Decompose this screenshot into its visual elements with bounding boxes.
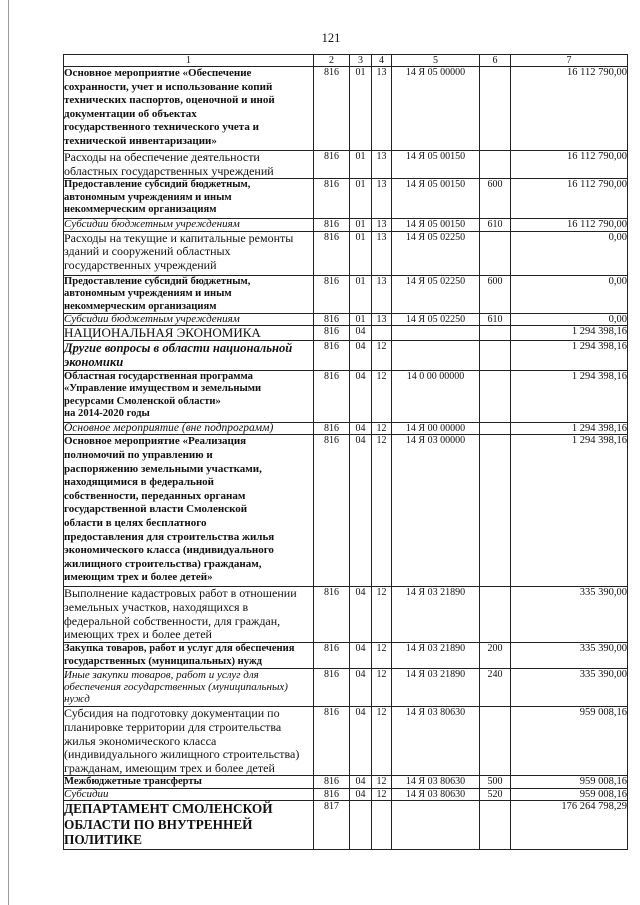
target-article-code: 14 Я 05 00150	[392, 151, 480, 179]
amount: 959 008,16	[511, 707, 628, 776]
table-row	[64, 707, 628, 776]
subsection-code: 12	[372, 435, 392, 587]
row-name: Расходы на текущие и капитальные ремонты зданий и сооружений областных государственных учреждений	[64, 231, 314, 275]
subsection-code: 12	[372, 370, 392, 422]
admin-code: 816	[314, 370, 350, 422]
subsection-code: 13	[372, 179, 392, 219]
table-row	[64, 788, 628, 801]
admin-code: 816	[314, 788, 350, 801]
table-row	[64, 219, 628, 232]
header-cell: 5	[392, 55, 480, 67]
header-cell: 7	[511, 55, 628, 67]
row-name: Расходы на обеспечение деятельности областных государственных учреждений	[64, 151, 314, 179]
row-name: Основное мероприятие (вне подпрограмм)	[64, 422, 314, 435]
target-article-code: 14 Я 03 21890	[392, 669, 480, 707]
admin-code: 816	[314, 275, 350, 313]
admin-code: 816	[314, 326, 350, 341]
amount: 16 112 790,00	[511, 179, 628, 219]
table-row	[64, 151, 628, 179]
section-code: 01	[350, 219, 372, 232]
row-name: Другие вопросы в области национальной экономики	[64, 340, 314, 370]
table-row	[64, 326, 628, 341]
target-article-code: 14 Я 05 00150	[392, 219, 480, 232]
row-name: НАЦИОНАЛЬНАЯ ЭКОНОМИКА	[64, 326, 314, 341]
expense-type-code: 240	[480, 669, 511, 707]
header-cell: 1	[64, 55, 314, 67]
subsection-code: 12	[372, 788, 392, 801]
row-name: Межбюджетные трансферты	[64, 776, 314, 789]
section-code: 04	[350, 587, 372, 643]
admin-code: 816	[314, 587, 350, 643]
subsection-code: 12	[372, 422, 392, 435]
amount: 0,00	[511, 231, 628, 275]
admin-code: 816	[314, 435, 350, 587]
table-row	[64, 801, 628, 850]
section-code: 04	[350, 776, 372, 789]
subsection-code: 12	[372, 340, 392, 370]
table-body	[64, 67, 628, 850]
section-code: 04	[350, 435, 372, 587]
table-row	[64, 776, 628, 789]
row-name: Основное мероприятие «Реализация полномочий по управлению и распоряжению земельными участками, находящимися в федеральной собственности, переданных органам государственной власти Смоленской области в целях бесплатного предоставления для строительства жилья экономического класса (индивидуального жилищного строительства) гражданам, имеющим трех и более детей»	[64, 435, 314, 587]
target-article-code: 14 Я 05 02250	[392, 313, 480, 326]
table-row	[64, 313, 628, 326]
expense-type-code	[480, 587, 511, 643]
admin-code: 816	[314, 776, 350, 789]
table-row	[64, 340, 628, 370]
row-name: Субсидии бюджетным учреждениям	[64, 313, 314, 326]
section-code	[350, 801, 372, 850]
subsection-code: 13	[372, 219, 392, 232]
row-name: Субсидия на подготовку документации по планировке территории для строительства жилья экономического класса (индивидуального жилищного строительства) гражданам, имеющим трех и более детей	[64, 707, 314, 776]
expense-type-code	[480, 422, 511, 435]
table-row	[64, 587, 628, 643]
amount: 1 294 398,16	[511, 370, 628, 422]
section-code: 01	[350, 67, 372, 151]
expense-type-code	[480, 67, 511, 151]
section-code: 01	[350, 275, 372, 313]
table-row	[64, 669, 628, 707]
target-article-code: 14 Я 03 80630	[392, 707, 480, 776]
subsection-code: 12	[372, 776, 392, 789]
amount: 1 294 398,16	[511, 435, 628, 587]
subsection-code: 12	[372, 669, 392, 707]
page-number: 121	[321, 31, 341, 45]
amount: 176 264 798,29	[511, 801, 628, 850]
target-article-code: 14 Я 05 00150	[392, 179, 480, 219]
expense-type-code	[480, 370, 511, 422]
admin-code: 816	[314, 340, 350, 370]
expense-type-code: 520	[480, 788, 511, 801]
table-row	[64, 179, 628, 219]
admin-code: 816	[314, 179, 350, 219]
section-code: 04	[350, 326, 372, 341]
expense-type-code: 610	[480, 313, 511, 326]
expense-type-code	[480, 151, 511, 179]
section-code: 04	[350, 340, 372, 370]
target-article-code: 14 Я 05 00000	[392, 67, 480, 151]
table-row	[64, 275, 628, 313]
section-code: 01	[350, 231, 372, 275]
amount: 959 008,16	[511, 776, 628, 789]
section-code: 04	[350, 707, 372, 776]
header-row	[64, 55, 628, 67]
header-cell: 4	[372, 55, 392, 67]
subsection-code	[372, 801, 392, 850]
row-name: Выполнение кадастровых работ в отношении земельных участков, находящихся в федеральной собственности, для граждан, имеющих трех и более детей	[64, 587, 314, 643]
section-code: 04	[350, 788, 372, 801]
admin-code: 816	[314, 67, 350, 151]
admin-code: 816	[314, 231, 350, 275]
section-code: 04	[350, 370, 372, 422]
amount: 16 112 790,00	[511, 67, 628, 151]
subsection-code: 13	[372, 313, 392, 326]
target-article-code: 14 Я 03 00000	[392, 435, 480, 587]
target-article-code: 14 Я 03 21890	[392, 643, 480, 669]
target-article-code: 14 Я 05 02250	[392, 231, 480, 275]
subsection-code: 12	[372, 587, 392, 643]
section-code: 01	[350, 313, 372, 326]
expense-type-code: 600	[480, 179, 511, 219]
target-article-code	[392, 801, 480, 850]
expense-type-code	[480, 707, 511, 776]
table-row	[64, 231, 628, 275]
table-row	[64, 370, 628, 422]
target-article-code: 14 Я 03 21890	[392, 587, 480, 643]
amount: 959 008,16	[511, 788, 628, 801]
row-name: Основное мероприятие «Обеспечение сохранности, учет и использование копий технических паспортов, оценочной и иной документации об объектах государственного технического учета и технической инвентаризации»	[64, 67, 314, 151]
expense-type-code	[480, 435, 511, 587]
row-name: Иные закупки товаров, работ и услуг для обеспечения государственных (муниципальных) нужд	[64, 669, 314, 707]
admin-code: 816	[314, 422, 350, 435]
admin-code: 817	[314, 801, 350, 850]
subsection-code: 12	[372, 643, 392, 669]
expense-type-code	[480, 340, 511, 370]
admin-code: 816	[314, 669, 350, 707]
row-name: Субсидии бюджетным учреждениям	[64, 219, 314, 232]
amount: 1 294 398,16	[511, 326, 628, 341]
subsection-code: 13	[372, 275, 392, 313]
subsection-code: 13	[372, 231, 392, 275]
subsection-code	[372, 326, 392, 341]
header-cell: 2	[314, 55, 350, 67]
header-cell: 6	[480, 55, 511, 67]
row-name: ДЕПАРТАМЕНТ СМОЛЕНСКОЙ ОБЛАСТИ ПО ВНУТРЕННЕЙ ПОЛИТИКЕ	[64, 801, 314, 850]
admin-code: 816	[314, 313, 350, 326]
table-row	[64, 435, 628, 587]
subsection-code: 13	[372, 67, 392, 151]
expense-type-code: 200	[480, 643, 511, 669]
expense-type-code: 500	[480, 776, 511, 789]
target-article-code	[392, 340, 480, 370]
scan-edge-line	[8, 0, 9, 905]
section-code: 04	[350, 669, 372, 707]
admin-code: 816	[314, 151, 350, 179]
row-name: Закупка товаров, работ и услуг для обеспечения государственных (муниципальных) нужд	[64, 643, 314, 669]
target-article-code: 14 0 00 00000	[392, 370, 480, 422]
expense-type-code	[480, 231, 511, 275]
amount: 335 390,00	[511, 669, 628, 707]
table-row	[64, 422, 628, 435]
amount: 1 294 398,16	[511, 422, 628, 435]
amount: 16 112 790,00	[511, 219, 628, 232]
amount: 0,00	[511, 275, 628, 313]
table-row	[64, 643, 628, 669]
amount: 335 390,00	[511, 587, 628, 643]
row-name: Предоставление субсидий бюджетным, автономным учреждениям и иным некоммерческим организациям	[64, 275, 314, 313]
table-row	[64, 67, 628, 151]
subsection-code: 12	[372, 707, 392, 776]
target-article-code	[392, 326, 480, 341]
admin-code: 816	[314, 643, 350, 669]
expense-type-code	[480, 326, 511, 341]
section-code: 04	[350, 643, 372, 669]
amount: 0,00	[511, 313, 628, 326]
section-code: 01	[350, 179, 372, 219]
admin-code: 816	[314, 707, 350, 776]
amount: 1 294 398,16	[511, 340, 628, 370]
expense-type-code: 600	[480, 275, 511, 313]
amount: 335 390,00	[511, 643, 628, 669]
row-name: Предоставление субсидий бюджетным, автономным учреждениям и иным некоммерческим организациям	[64, 179, 314, 219]
target-article-code: 14 Я 00 00000	[392, 422, 480, 435]
target-article-code: 14 Я 03 80630	[392, 776, 480, 789]
target-article-code: 14 Я 03 80630	[392, 788, 480, 801]
section-code: 04	[350, 422, 372, 435]
row-name: Областная государственная программа «Управление имуществом и земельными ресурсами Смоленской области» на 2014-2020 годы	[64, 370, 314, 422]
header-cell: 3	[350, 55, 372, 67]
admin-code: 816	[314, 219, 350, 232]
section-code: 01	[350, 151, 372, 179]
amount: 16 112 790,00	[511, 151, 628, 179]
budget-table	[63, 54, 628, 850]
expense-type-code	[480, 801, 511, 850]
subsection-code: 13	[372, 151, 392, 179]
target-article-code: 14 Я 05 02250	[392, 275, 480, 313]
row-name: Субсидии	[64, 788, 314, 801]
expense-type-code: 610	[480, 219, 511, 232]
